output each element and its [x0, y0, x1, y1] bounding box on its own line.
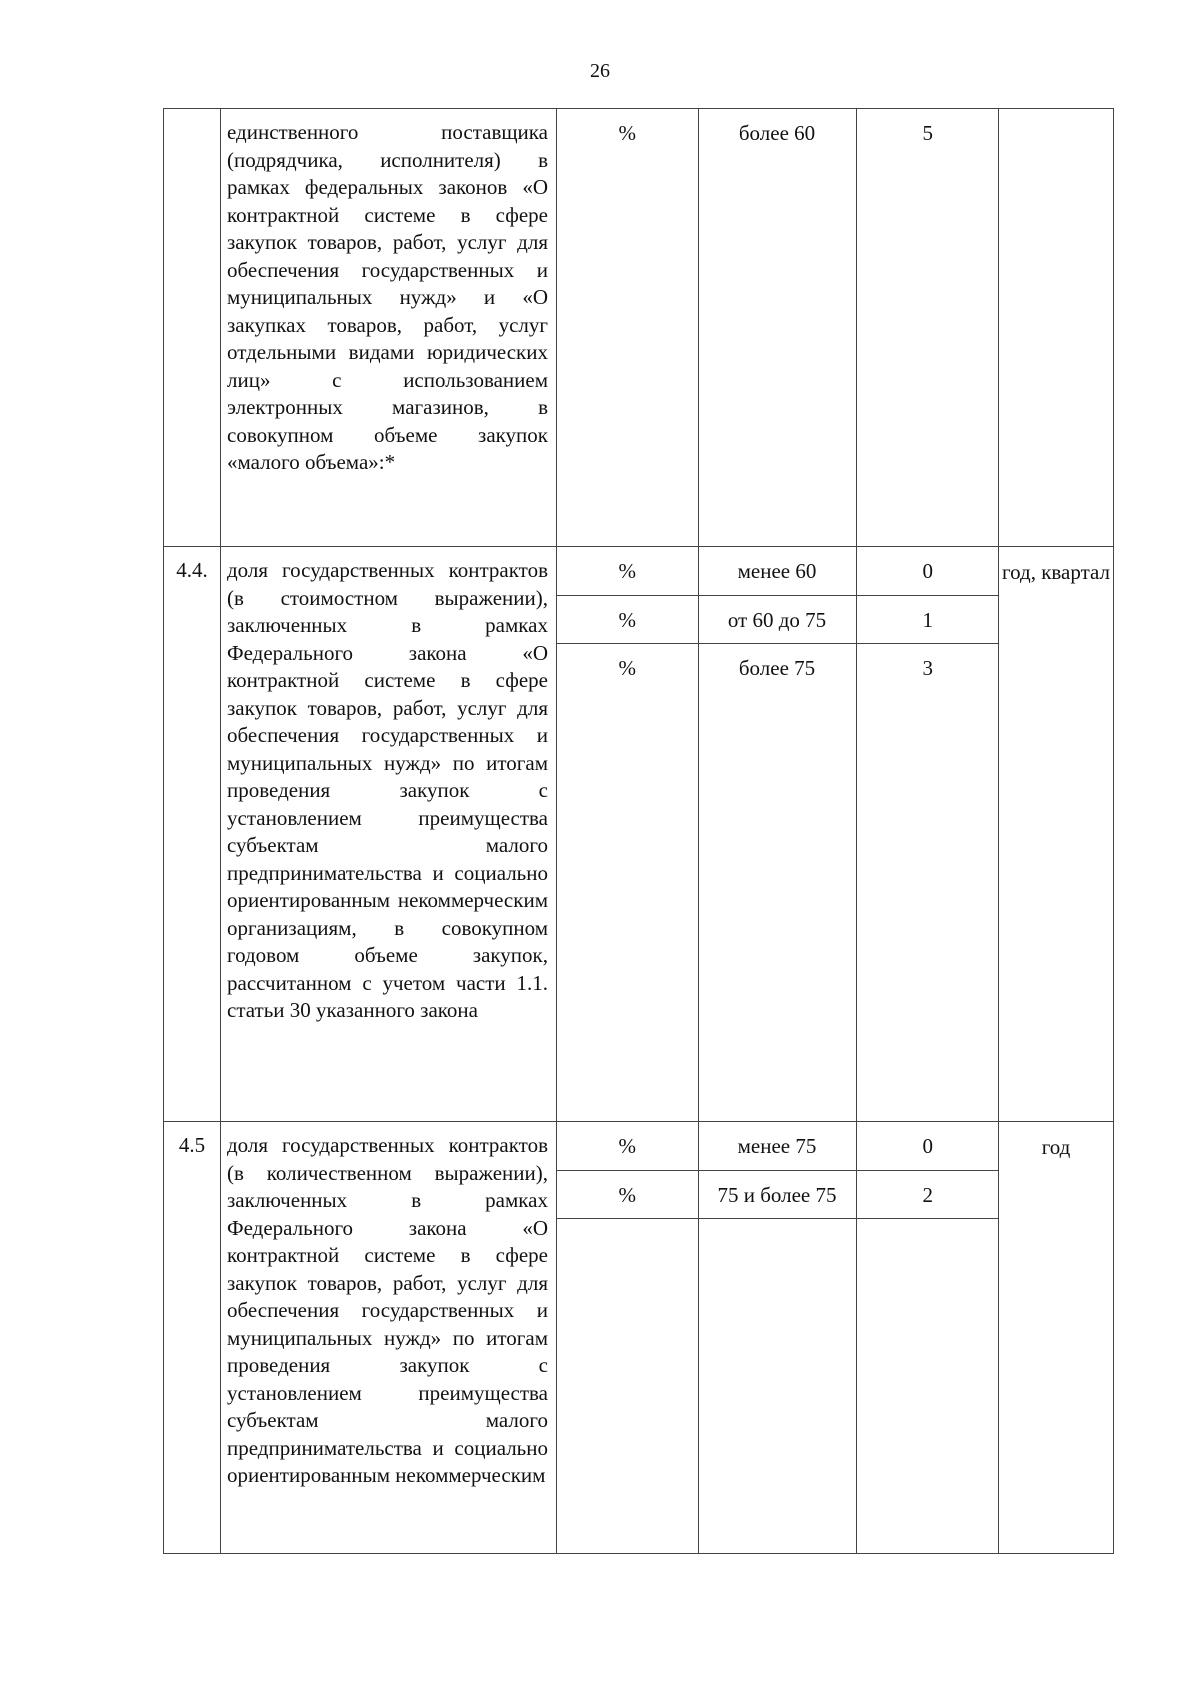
- criteria-score: 0: [856, 1122, 999, 1170]
- row-description: доля государственных контрактов (в количественном выражении), заключенных в рамках Федерального закона «О контрактной системе в сфере закупок товаров, работ, услуг для обеспечения государственных и муниципальных нужд» по итогам проведения закупок с установлением преимущества субъектам малого предпринимательства и социально ориентированным некоммерческим: [221, 1122, 557, 1554]
- criteria-unit: %: [557, 1122, 698, 1170]
- criteria-cell: [557, 1122, 999, 1554]
- row-description: единственного поставщика (подрядчика, исполнителя) в рамках федеральных законов «О контрактной системе в сфере закупок товаров, работ, услуг для обеспечения государственных и муниципальных нужд» и «О закупках товаров, работ, услуг отдельными видами юридических лиц» с использованием электронных магазинов, в совокупном объеме закупок «малого объема»:*: [221, 109, 557, 547]
- criteria-row: [557, 643, 999, 691]
- criteria-value: 75 и более 75: [698, 1170, 856, 1218]
- criteria-value: от 60 до 75: [698, 595, 856, 643]
- criteria-unit: %: [557, 109, 698, 157]
- row-number: 4.4.: [164, 547, 221, 1122]
- criteria-score: 5: [922, 121, 933, 145]
- row-number: [164, 109, 221, 547]
- criteria-score: 3: [922, 655, 933, 680]
- criteria-value: менее 75: [698, 1122, 856, 1170]
- criteria-value: более 60: [698, 109, 856, 157]
- criteria-score: 0: [856, 547, 999, 595]
- row-description: доля государственных контрактов (в стоимостном выражении), заключенных в рамках Федерального закона «О контрактной системе в сфере закупок товаров, работ, услуг для обеспечения государственных и муниципальных нужд» по итогам проведения закупок с установлением преимущества субъектам малого предпринимательства и социально ориентированным некоммерческим организациям, в совокупном годовом объеме закупок, рассчитанном с учетом части 1.1. статьи 30 указанного закона: [221, 547, 557, 1122]
- criteria-unit: %: [557, 547, 698, 595]
- row-period: [999, 109, 1114, 547]
- criteria-value: менее 60: [698, 547, 856, 595]
- criteria-row: [557, 109, 999, 157]
- criteria-score: 1: [856, 595, 999, 643]
- row-period: год, квартал: [999, 547, 1114, 1122]
- criteria-row: [557, 1122, 999, 1170]
- criteria-cell: [557, 109, 999, 547]
- table-row: [164, 109, 1114, 547]
- row-period: год: [999, 1122, 1114, 1554]
- criteria-row: [557, 595, 999, 643]
- page-number: 26: [590, 60, 610, 82]
- criteria-value: более 75: [698, 643, 856, 691]
- criteria-row: [557, 1170, 999, 1218]
- criteria-unit: %: [557, 595, 698, 643]
- indicators-table: [163, 108, 1114, 1554]
- criteria-unit: %: [557, 1170, 698, 1218]
- table-row: [164, 1122, 1114, 1554]
- criteria-row: [557, 547, 999, 595]
- criteria-unit: %: [557, 643, 698, 691]
- row-number: 4.5: [164, 1122, 221, 1554]
- criteria-cell: [557, 547, 999, 1122]
- criteria-score: 2: [856, 1170, 999, 1218]
- table-row: [164, 547, 1114, 1122]
